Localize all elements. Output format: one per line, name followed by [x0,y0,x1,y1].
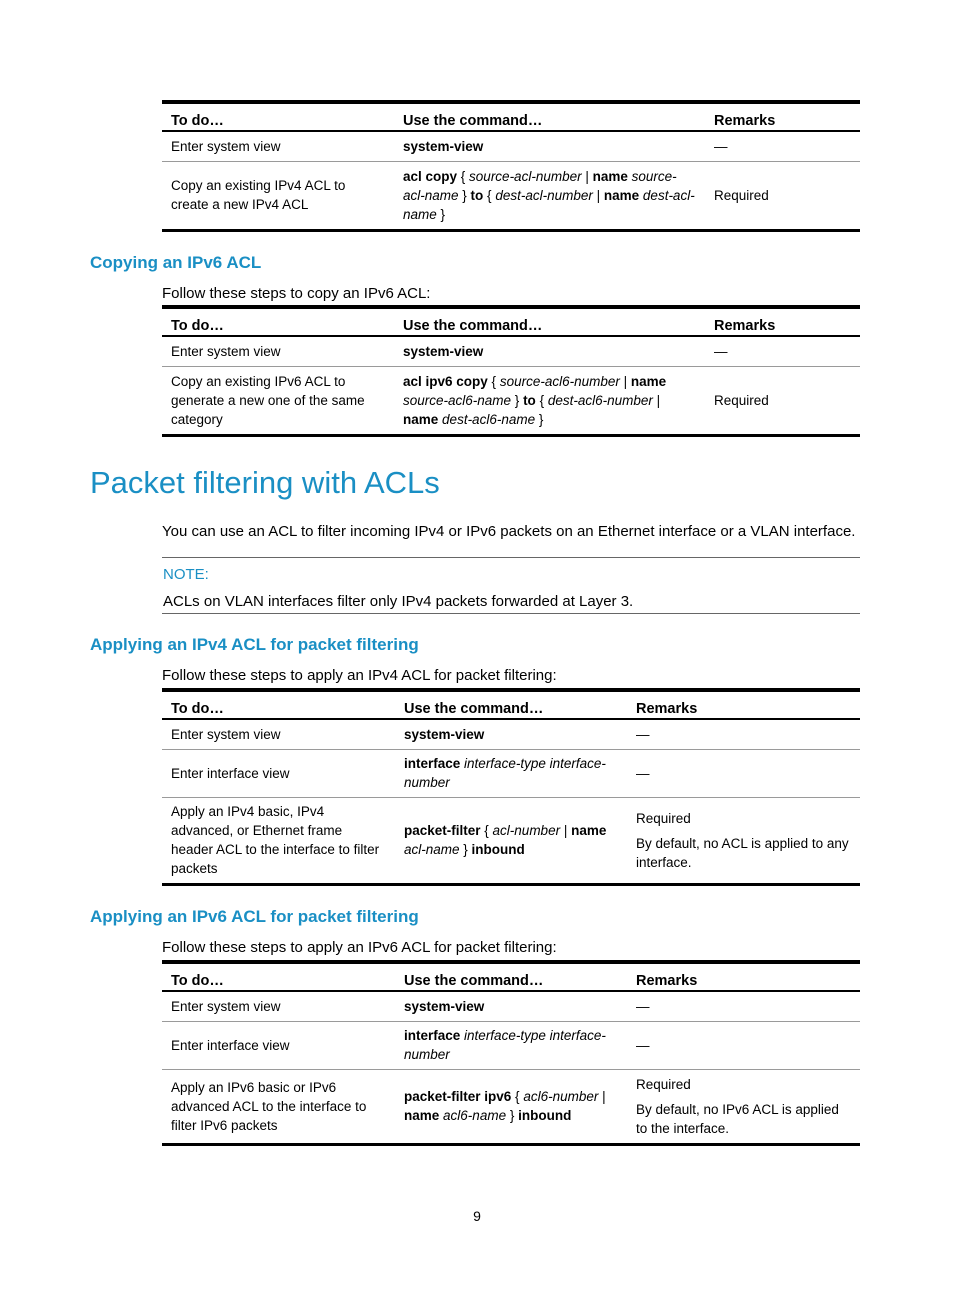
command-fragment: | [560,823,572,838]
remarks-text: — [636,1037,650,1053]
header-command: Use the command… [395,962,627,991]
command-fragment: | [598,1089,606,1104]
command-fragment: source-acl6-number [499,373,620,389]
note-label: NOTE: [163,566,209,583]
table-row [162,336,860,366]
table-header-row [162,690,860,719]
remarks-cell [705,161,860,230]
remarks-text: Required [714,392,769,408]
remarks-text: — [714,138,728,154]
command-fragment: interface [404,756,461,771]
command-fragment: source-acl6-name [403,392,512,408]
command-cell [394,161,705,230]
remarks-text: By default, no IPv6 ACL is applied to the interface. [636,1101,839,1136]
command-fragment: name [592,168,628,184]
table-row [162,1069,860,1144]
remarks-cell [627,1069,860,1144]
remarks-text: Required [714,187,769,203]
todo-cell: Copy an existing IPv4 ACL to create a new IPv4 ACL [162,161,394,230]
command-cell [394,131,705,161]
command-fragment: { [457,168,470,184]
table-row [162,991,860,1021]
section-heading-ipv6-filter: Applying an IPv6 ACL for packet filtering [90,907,419,926]
command-fragment: } [458,187,471,203]
command-fragment: packet-filter ipv6 [404,1089,512,1104]
remarks-text: — [636,726,650,742]
command-fragment: acl6-name [443,1108,507,1123]
command-fragment: | [652,392,661,408]
header-todo: To do… [162,962,395,991]
section-intro-ipv6-filter: Follow these steps to apply an IPv6 ACL for packet filtering: [162,939,557,956]
command-fragment: dest-acl-number [495,187,593,203]
remarks-text: — [636,998,650,1014]
command-fragment: { [535,392,548,408]
table-row [162,1021,860,1069]
header-todo: To do… [162,690,395,719]
command-fragment: } [506,1108,519,1123]
note-bottom-divider [162,613,860,614]
remarks-cell [627,749,860,797]
command-fragment: acl6-number [523,1089,599,1104]
todo-cell: Enter system view [162,131,394,161]
command-fragment: source-acl-number [469,168,582,184]
remarks-cell [627,991,860,1021]
command-fragment: name [403,411,439,427]
table-row [162,131,860,161]
command-fragment: name [630,373,667,389]
command-fragment: dest-acl6-number [547,392,653,408]
todo-cell: Apply an IPv6 basic or IPv6 advanced ACL to the interface to filter IPv6 packets [162,1069,395,1144]
command-cell [395,991,627,1021]
remarks-cell [705,366,860,435]
note-text: ACLs on VLAN interfaces filter only IPv4 packets forwarded at Layer 3. [163,593,634,610]
command-fragment: acl-name [404,842,460,857]
section-heading-copy-ipv6: Copying an IPv6 ACL [90,253,262,272]
command-fragment: { [483,187,496,203]
table-header-row [162,307,860,336]
table-header-row [162,962,860,991]
ipv4-acl-copy-table [162,100,860,232]
command-cell [394,366,705,435]
command-fragment: system-view [403,343,484,359]
command-fragment: acl copy [403,168,458,184]
remarks-text: — [636,765,650,781]
todo-cell: Enter interface view [162,749,395,797]
command-fragment: name [404,1108,440,1123]
command-fragment: system-view [404,726,485,742]
command-fragment: name [571,823,607,838]
todo-cell: Enter interface view [162,1021,395,1069]
command-fragment: to [523,392,536,408]
todo-cell: Enter system view [162,991,395,1021]
command-fragment: dest-acl-name [403,187,695,222]
header-command: Use the command… [394,102,705,131]
table-row [162,749,860,797]
command-fragment: | [592,187,604,203]
command-fragment: { [511,1089,524,1104]
command-cell [395,719,627,749]
ipv4-packet-filter-table [162,688,860,886]
table-row [162,719,860,749]
command-fragment: { [480,823,493,838]
command-cell [394,336,705,366]
todo-cell: Enter system view [162,719,395,749]
command-fragment: | [581,168,593,184]
header-todo: To do… [162,102,394,131]
command-cell [395,1069,627,1144]
section-heading-ipv4-filter: Applying an IPv4 ACL for packet filtering [90,635,419,654]
table-row [162,366,860,435]
header-todo: To do… [162,307,394,336]
command-cell [395,1021,627,1069]
command-fragment: system-view [404,998,485,1014]
header-remarks: Remarks [627,962,860,991]
remarks-cell [705,131,860,161]
command-fragment: inbound [471,842,525,857]
table-header-row [162,102,860,131]
command-fragment: dest-acl6-name [442,411,536,427]
remarks-cell [705,336,860,366]
command-fragment: acl ipv6 copy [403,373,488,389]
command-fragment: source-acl-name [403,168,677,203]
command-fragment: inbound [518,1108,572,1123]
header-remarks: Remarks [705,307,860,336]
note-top-divider [162,557,860,558]
table-row [162,161,860,230]
todo-cell: Apply an IPv4 basic, IPv4 advanced, or Ethernet frame header ACL to the interface to filter packets [162,797,395,884]
command-cell [395,749,627,797]
page-number: 9 [473,1208,481,1224]
command-fragment: acl-number [492,823,561,838]
remarks-text: Required [636,1076,691,1092]
remarks-cell [627,719,860,749]
command-fragment: { [487,373,500,389]
command-fragment: to [470,187,484,203]
remarks-cell [627,1021,860,1069]
chapter-intro: You can use an ACL to filter incoming IPv4 or IPv6 packets on an Ethernet interface or a VLAN interface. [162,523,856,540]
command-cell [395,797,627,884]
todo-cell: Copy an existing IPv6 ACL to generate a new one of the same category [162,366,394,435]
command-fragment: } [459,842,472,857]
ipv6-acl-copy-table [162,305,860,437]
command-fragment: | [619,373,631,389]
section-intro-ipv4-filter: Follow these steps to apply an IPv4 ACL for packet filtering: [162,667,557,684]
command-fragment: system-view [403,138,484,154]
remarks-text: By default, no ACL is applied to any interface. [636,835,849,870]
command-fragment: } [436,206,446,222]
header-command: Use the command… [395,690,627,719]
ipv6-packet-filter-table [162,960,860,1146]
todo-cell: Enter system view [162,336,394,366]
section-intro-copy-ipv6: Follow these steps to copy an IPv6 ACL: [162,285,431,302]
chapter-title: Packet filtering with ACLs [90,465,440,500]
command-fragment: packet-filter [404,823,481,838]
command-fragment: interface [404,1028,461,1043]
command-fragment: name [603,187,640,203]
command-fragment: } [511,392,524,408]
remarks-text: — [714,343,728,359]
command-fragment: } [535,411,544,427]
remarks-text: Required [636,810,691,826]
header-command: Use the command… [394,307,705,336]
command-fragment: interface-type interface-number [404,1028,606,1062]
remarks-cell [627,797,860,884]
command-fragment: interface-type interface-number [404,756,606,790]
header-remarks: Remarks [627,690,860,719]
table-row [162,797,860,884]
header-remarks: Remarks [705,102,860,131]
